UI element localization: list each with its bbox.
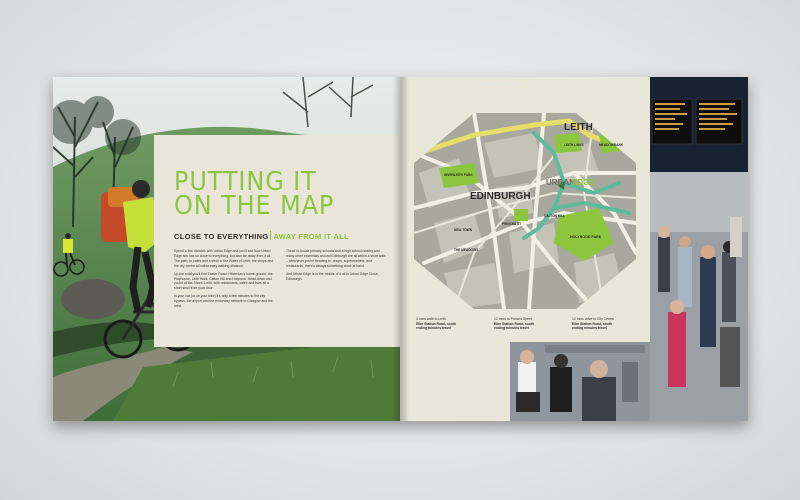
- map-label-newtown: NEW TOWN: [454, 228, 473, 232]
- travel-line-1: Elbe Station Road, south: [494, 321, 535, 326]
- travel-info-1: [416, 317, 486, 331]
- map-label-meadows: THE MEADOWS: [454, 248, 479, 252]
- map-label-calton: CALTON HILL: [544, 214, 565, 218]
- body-column-1: [174, 249, 276, 312]
- travel-time: 12 mins to Princes Street: [494, 317, 532, 321]
- map-label-leith: LEITH: [564, 122, 593, 133]
- body-paragraph: Up the road you'll find Easter Road, Hibernian's home ground, the Playhouse, Leith Walk, Calton Hill and Holyrood. Head down and you're at the Shore, Leith, with restaurants, cafés and bars all a short stroll from your door.: [174, 271, 273, 291]
- map-label-urban: URBAN: [546, 178, 575, 187]
- travel-line-2: ending minutes travel: [416, 326, 452, 331]
- tagline: [174, 231, 349, 241]
- map-label-edinburgh: EDINBURGH: [470, 191, 531, 202]
- right-page: [400, 77, 748, 421]
- map-label-meadowbank: MEADOWBANK: [599, 143, 624, 147]
- tagline-part-1: CLOSE TO EVERYTHING: [174, 232, 269, 241]
- headline-line-2: ON THE MAP: [174, 191, 335, 221]
- map-label-edge: EDGE: [572, 178, 595, 187]
- travel-info-3: [572, 317, 642, 331]
- headline-line-1: PUTTING IT: [174, 167, 317, 197]
- magazine-spread: [53, 77, 748, 421]
- travel-line-1: Elbe Station Road, south: [416, 321, 457, 326]
- travel-time: 4 mins walk to Leith: [416, 317, 446, 321]
- area-map: [414, 113, 636, 309]
- map-label-princes: PRINCES ST: [502, 222, 522, 226]
- body-paragraph: Spend a few minutes with Urban Edge and you'll see how Urban Edge sits has so close to everything, but also far away from it all. The path, to cafés and a stroll to the Water of Leith, the shops and the city centre all within easy walking distance.: [174, 249, 274, 268]
- tagline-part-2: AWAY FROM IT ALL: [273, 232, 349, 241]
- body-column-2: [286, 249, 388, 284]
- map-graphic: [414, 113, 636, 309]
- page-gutter: [393, 77, 409, 421]
- map-label-leith-links: LEITH LINKS: [564, 143, 584, 147]
- travel-line-2: ending minutes travel: [494, 326, 530, 331]
- travel-info-2: [494, 317, 564, 331]
- station-sign: Through Ticket Gates: [480, 81, 522, 86]
- travel-line-1: Elbe Station Road, south: [572, 321, 613, 326]
- body-paragraph: These in-house primary schools and a high school nearby and many other essentials around Edinburgh are all within a short walk – whichever you're heading to, shops, supermarkets, and restaurants, there's always something close at hand.: [286, 249, 386, 268]
- body-paragraph: In your car (or on your bike) it's only a few minutes to the city bypass, the airport and the motorway network to Glasgow and the west.: [174, 294, 273, 309]
- page-headline: [174, 167, 335, 221]
- travel-time: 12 mins drive to City Centre: [572, 317, 614, 321]
- map-label-holyrood: HOLYROOD PARK: [570, 235, 602, 239]
- travel-line-2: ending minutes travel: [572, 326, 608, 331]
- map-label-inverleith: INVERLEITH PARK: [444, 173, 473, 177]
- tagline-divider: [270, 231, 271, 240]
- body-paragraph: And Urban Edge is in the middle of it all in Urban Edge Close, Edinburgh.: [286, 271, 379, 281]
- intro-panel: [154, 135, 400, 347]
